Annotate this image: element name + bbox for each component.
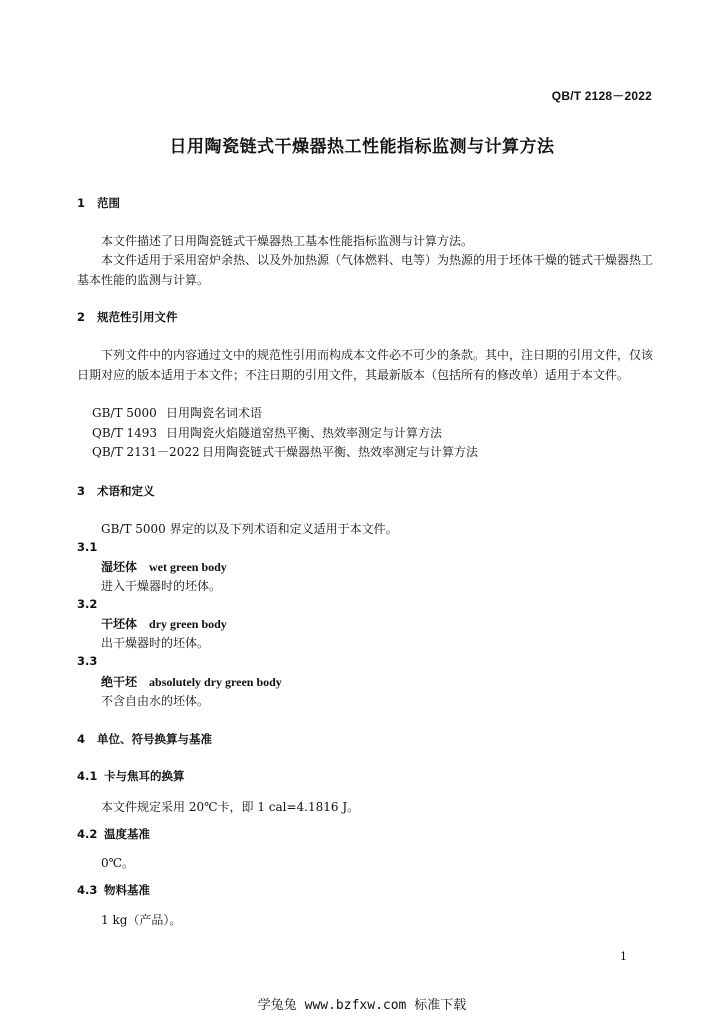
subsection-heading <box>77 768 185 784</box>
reference-title: 日用陶瓷火焰隧道窑热平衡、热效率测定与计算方法 <box>166 426 443 440</box>
subsection-text: 0℃。 <box>101 856 135 870</box>
standard-code: QB/T 2128－2022 <box>551 89 652 103</box>
term-entry <box>101 673 282 690</box>
reference-item <box>92 424 442 441</box>
term-definition: 进入干燥器时的坯体。 <box>101 579 222 593</box>
scope-paragraph-2: 本文件适用于采用窑炉余热、以及外加热源（气体燃料、电等）为热源的用于坯体干燥的链式干燥器热工基本性能的监测与计算。 <box>77 253 654 287</box>
subsection-title: 物料基准 <box>104 883 150 897</box>
section-title: 规范性引用文件 <box>97 310 178 324</box>
section-2-heading <box>77 309 178 325</box>
subsection-text: 本文件规定采用 20℃卡，即 1 cal=4.1816 J。 <box>101 800 360 814</box>
term-definition: 不含自由水的坯体。 <box>101 694 210 708</box>
terms-intro: GB/T 5000 界定的以及下列术语和定义适用于本文件。 <box>101 522 398 536</box>
reference-code: QB/T 1493 <box>92 426 158 440</box>
subsection-title: 温度基准 <box>104 827 150 841</box>
section-title: 术语和定义 <box>97 484 155 498</box>
section-number: 1 <box>77 196 86 210</box>
subsection-number: 4.1 <box>77 769 98 783</box>
term-number: 3.2 <box>77 597 98 611</box>
term-definition: 出干燥器时的坯体。 <box>101 636 210 650</box>
subsection-number: 4.2 <box>77 827 98 841</box>
term-english: dry green body <box>149 617 227 631</box>
subsection-text: 1 kg（产品）。 <box>101 913 182 927</box>
section-number: 4 <box>77 732 86 746</box>
section-4-heading <box>77 731 212 747</box>
term-entry <box>101 615 227 632</box>
section-title: 单位、符号换算与基准 <box>97 732 212 746</box>
term-number: 3.3 <box>77 654 98 668</box>
section-1-heading <box>77 195 120 211</box>
document-title: 日用陶瓷链式干燥器热工性能指标监测与计算方法 <box>169 137 555 157</box>
reference-code: QB/T 2131－2022 <box>92 445 200 459</box>
term-chinese: 干坯体 <box>101 617 138 631</box>
term-english: absolutely dry green body <box>149 675 282 689</box>
term-english: wet green body <box>149 560 227 574</box>
section-3-heading <box>77 483 155 499</box>
term-number: 3.1 <box>77 540 98 554</box>
term-chinese: 湿坯体 <box>101 560 138 574</box>
footer-watermark: 学兔兔 www.bzfxw.com 标准下载 <box>257 998 467 1013</box>
section-number: 2 <box>77 310 86 324</box>
reference-code: GB/T 5000 <box>92 406 157 420</box>
page-number: 1 <box>620 950 627 963</box>
subsection-title: 卡与焦耳的换算 <box>104 769 185 783</box>
reference-title: 日用陶瓷链式干燥器热平衡、热效率测定与计算方法 <box>202 445 479 459</box>
section-number: 3 <box>77 484 86 498</box>
scope-paragraph-1: 本文件描述了日用陶瓷链式干燥器热工基本性能指标监测与计算方法。 <box>101 234 474 248</box>
subsection-heading <box>77 826 150 842</box>
normative-references-paragraph: 下列文件中的内容通过文中的规范性引用而构成本文件必不可少的条款。其中，注日期的引用文件，仅该日期对应的版本适用于本文件；不注日期的引用文件，其最新版本（包括所有的修改单）适用于本文件。 <box>77 348 654 382</box>
section-title: 范围 <box>97 196 120 210</box>
reference-title: 日用陶瓷名词术语 <box>166 406 263 420</box>
term-chinese: 绝干坯 <box>101 675 138 689</box>
subsection-heading <box>77 882 150 898</box>
subsection-number: 4.3 <box>77 883 98 897</box>
reference-item <box>92 443 478 460</box>
term-entry <box>101 558 227 575</box>
reference-item <box>92 404 262 421</box>
